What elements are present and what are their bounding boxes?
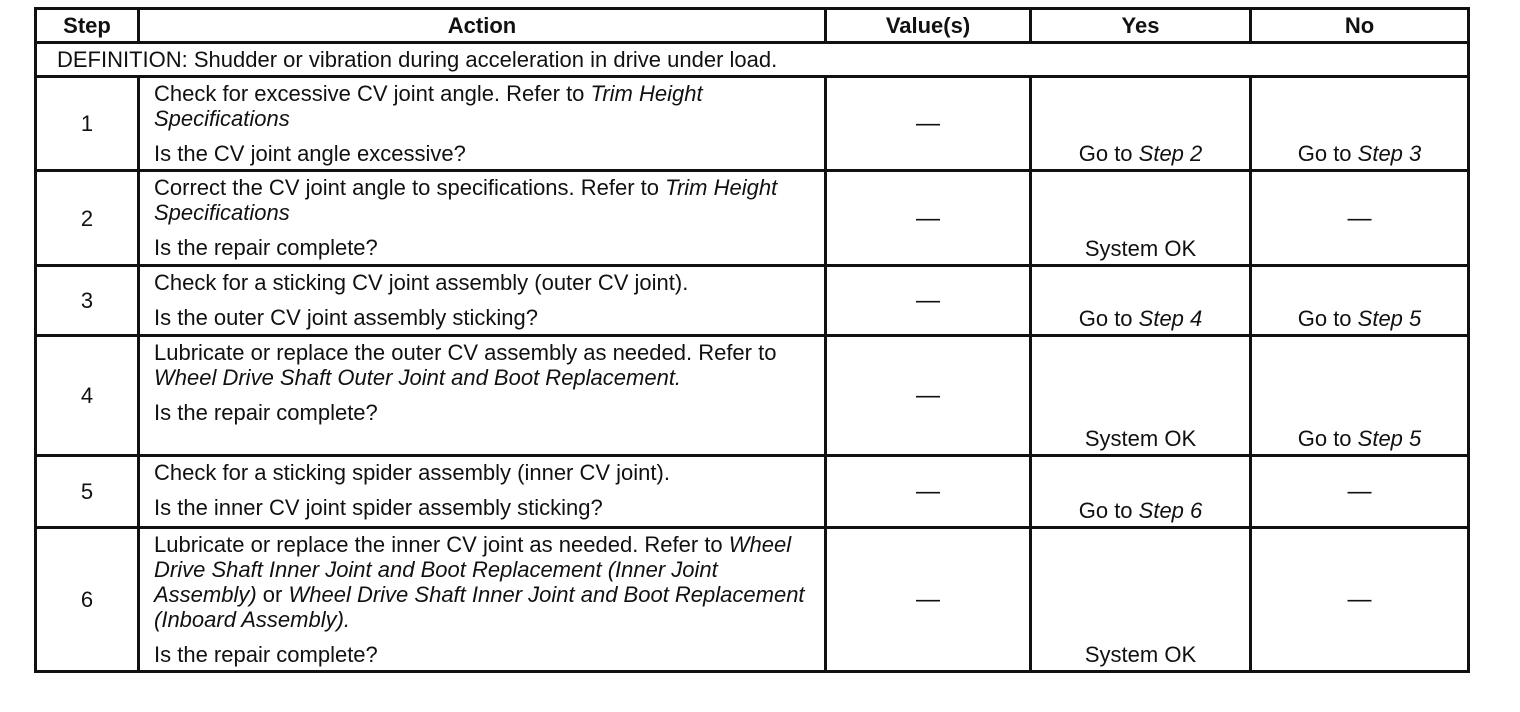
action-instruction — [154, 340, 816, 390]
action-question: Is the repair complete? — [154, 400, 378, 425]
procedure-reference: Wheel Drive Shaft Inner Joint and Boot Replacement (Inner Joint Assembly) — [154, 532, 792, 607]
step-row — [36, 266, 1469, 336]
step-value: — — [826, 171, 1031, 266]
result-text: Go to — [1297, 426, 1358, 451]
step-row — [36, 528, 1469, 672]
action-text: Check for a sticking CV joint assembly (outer CV joint). — [154, 270, 689, 295]
procedure-reference: Trim Height Specifications — [154, 81, 703, 131]
procedure-reference: Wheel Drive Shaft Outer Joint and Boot Replacement. — [154, 365, 682, 390]
procedure-reference: Trim Height Specifications — [154, 175, 778, 225]
action-question: Is the repair complete? — [154, 642, 378, 667]
result-text: System OK — [1084, 426, 1197, 451]
diagnostic-table — [34, 7, 1470, 673]
header-no: No — [1251, 9, 1469, 43]
step-value: — — [826, 77, 1031, 171]
header-action: Action — [139, 9, 826, 43]
definition-row — [36, 43, 1469, 77]
step-value: — — [826, 456, 1031, 528]
step-number: 4 — [36, 336, 139, 456]
action-text: or — [256, 582, 289, 607]
step-number: 5 — [36, 456, 139, 528]
step-no — [1251, 336, 1469, 456]
step-no — [1251, 77, 1469, 171]
step-action — [139, 171, 826, 266]
step-yes — [1031, 528, 1251, 672]
step-link: Step 6 — [1138, 498, 1203, 523]
action-question: Is the CV joint angle excessive? — [154, 141, 466, 166]
result-text: Go to — [1078, 306, 1139, 331]
step-yes — [1031, 266, 1251, 336]
step-number: 2 — [36, 171, 139, 266]
result-text: Go to — [1297, 306, 1358, 331]
step-row — [36, 336, 1469, 456]
header-values: Value(s) — [826, 9, 1031, 43]
procedure-reference: Wheel Drive Shaft Inner Joint and Boot Replacement (Inboard Assembly). — [154, 582, 805, 632]
step-action — [139, 528, 826, 672]
step-number: 1 — [36, 77, 139, 171]
step-link: Step 5 — [1357, 306, 1422, 331]
action-instruction — [154, 175, 816, 225]
definition-text: DEFINITION: Shudder or vibration during acceleration in drive under load. — [36, 43, 1469, 77]
step-no: — — [1251, 528, 1469, 672]
step-row — [36, 77, 1469, 171]
result-text: System OK — [1084, 236, 1197, 261]
step-link: Step 3 — [1357, 141, 1422, 166]
step-value: — — [826, 336, 1031, 456]
action-instruction — [154, 460, 816, 485]
action-question: Is the repair complete? — [154, 235, 378, 260]
step-number: 6 — [36, 528, 139, 672]
result-text: System OK — [1084, 642, 1197, 667]
step-link: Step 4 — [1138, 306, 1203, 331]
action-text: Check for a sticking spider assembly (inner CV joint). — [154, 460, 670, 485]
step-value: — — [826, 528, 1031, 672]
header-row — [36, 9, 1469, 43]
result-text: Go to — [1297, 141, 1358, 166]
step-yes — [1031, 77, 1251, 171]
result-text: Go to — [1078, 498, 1139, 523]
action-instruction — [154, 81, 816, 131]
step-no: — — [1251, 456, 1469, 528]
step-action — [139, 456, 826, 528]
step-value: — — [826, 266, 1031, 336]
step-action — [139, 336, 826, 456]
action-question: Is the outer CV joint assembly sticking? — [154, 305, 538, 330]
step-link: Step 2 — [1138, 141, 1203, 166]
step-row — [36, 171, 1469, 266]
action-text: Lubricate or replace the outer CV assembly as needed. Refer to — [154, 340, 777, 365]
step-no — [1251, 266, 1469, 336]
step-yes — [1031, 456, 1251, 528]
step-action — [139, 77, 826, 171]
step-yes — [1031, 171, 1251, 266]
header-step: Step — [36, 9, 139, 43]
step-no: — — [1251, 171, 1469, 266]
step-yes — [1031, 336, 1251, 456]
result-text: Go to — [1078, 141, 1139, 166]
header-yes: Yes — [1031, 9, 1251, 43]
step-row — [36, 456, 1469, 528]
step-number: 3 — [36, 266, 139, 336]
table-body — [36, 43, 1469, 672]
action-text: Correct the CV joint angle to specifications. Refer to — [154, 175, 666, 200]
action-text: Check for excessive CV joint angle. Refer to — [154, 81, 591, 106]
step-link: Step 5 — [1357, 426, 1422, 451]
action-text: Lubricate or replace the inner CV joint as needed. Refer to — [154, 532, 729, 557]
action-instruction — [154, 270, 816, 295]
action-question: Is the inner CV joint spider assembly sticking? — [154, 495, 603, 520]
action-instruction — [154, 532, 816, 632]
step-action — [139, 266, 826, 336]
